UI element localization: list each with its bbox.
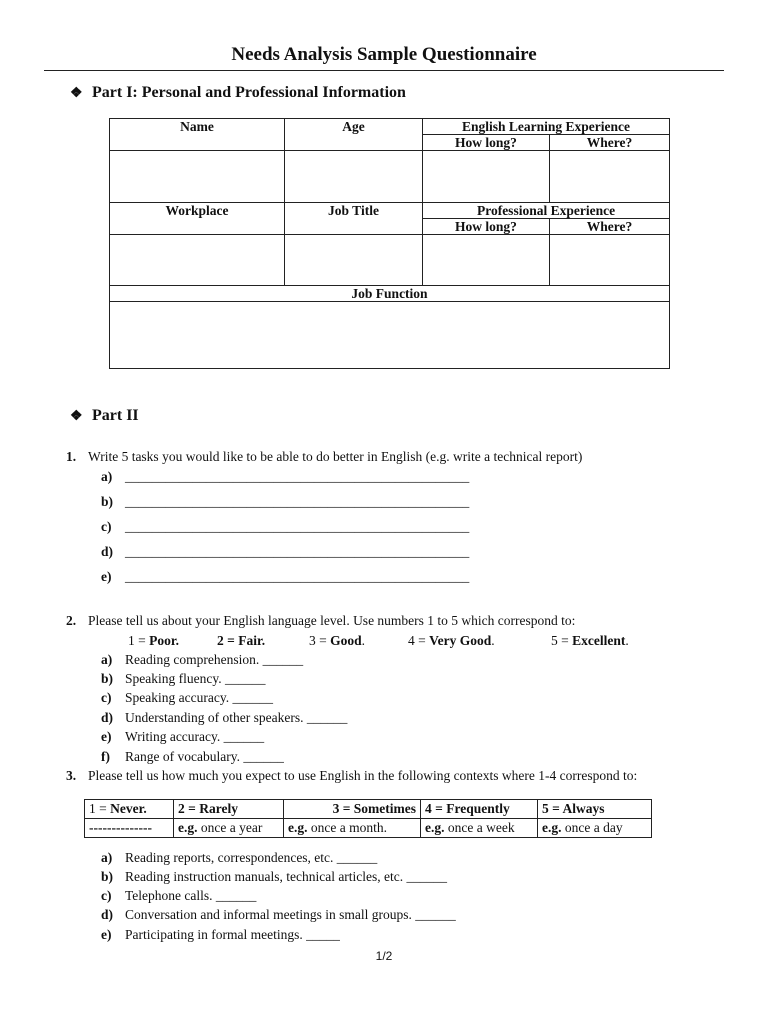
item-text: Reading instruction manuals, technical articles, etc. ______ xyxy=(125,869,448,884)
frequency-scale-table xyxy=(84,799,652,838)
part2-heading xyxy=(70,407,139,425)
item-text: Conversation and informal meetings in small groups. ______ xyxy=(125,907,456,922)
level-scale-3: 3 = Good. xyxy=(309,633,366,648)
task-line-c[interactable] xyxy=(101,519,469,535)
item-label: c) xyxy=(101,690,112,705)
age-header xyxy=(285,119,423,151)
level-item-d[interactable] xyxy=(101,710,347,726)
level-scale-1: 1 = Poor. xyxy=(128,633,179,648)
frequency-5-cell: 5 = Always xyxy=(538,800,652,819)
item-label: a) xyxy=(101,469,113,484)
item-label: b) xyxy=(101,494,114,509)
answer-blank[interactable]: ___________________________________________________ xyxy=(125,469,470,484)
example-1-cell: -------------- xyxy=(85,819,174,838)
task-line-d[interactable] xyxy=(101,544,469,560)
context-item-b[interactable] xyxy=(101,869,447,885)
item-label: c) xyxy=(101,888,112,903)
item-label: e) xyxy=(101,729,112,744)
page-number: 1/2 xyxy=(375,949,393,963)
item-label: c) xyxy=(101,519,112,534)
question-text: Please tell us about your English language level. Use numbers 1 to 5 which correspond to: xyxy=(88,613,576,628)
frequency-header-row xyxy=(85,800,652,819)
answer-blank[interactable]: ___________________________________________________ xyxy=(125,544,470,559)
frequency-2-cell: 2 = Rarely xyxy=(174,800,284,819)
prof-where-header: Where? xyxy=(550,219,670,235)
item-label: a) xyxy=(101,652,113,667)
item-text: Reading reports, correspondences, etc. ______ xyxy=(125,850,378,865)
frequency-1-cell: 1 = Never. xyxy=(85,800,174,819)
level-scale-5: 5 = Excellent. xyxy=(551,633,629,648)
item-label: a) xyxy=(101,850,113,865)
job-function-header: Job Function xyxy=(110,286,670,302)
item-text: Participating in formal meetings. _____ xyxy=(125,927,340,942)
level-item-c[interactable] xyxy=(101,690,273,706)
item-label: b) xyxy=(101,869,114,884)
question-text: Write 5 tasks you would like to be able to do better in English (e.g. write a technical report) xyxy=(88,449,583,464)
diamond-bullet-icon: ❖ xyxy=(70,409,83,424)
item-text: Speaking accuracy. ______ xyxy=(125,690,273,705)
question-number: 1. xyxy=(66,449,77,464)
level-item-f[interactable] xyxy=(101,749,284,765)
page-title: Needs Analysis Sample Questionnaire xyxy=(231,44,537,65)
question-number: 2. xyxy=(66,613,77,628)
workplace-input-cell[interactable] xyxy=(110,235,285,286)
workplace-label: Workplace xyxy=(165,203,229,218)
diamond-bullet-icon: ❖ xyxy=(70,86,83,101)
context-item-a[interactable] xyxy=(101,850,377,866)
example-2-cell: e.g. once a year xyxy=(174,819,284,838)
context-item-c[interactable] xyxy=(101,888,256,904)
item-text: Writing accuracy. ______ xyxy=(125,729,265,744)
context-item-e[interactable] xyxy=(101,927,340,943)
part1-heading xyxy=(70,84,406,102)
title-divider xyxy=(44,70,724,71)
question-3 xyxy=(66,768,637,784)
name-label: Name xyxy=(180,119,214,134)
question-number: 3. xyxy=(66,768,77,783)
frequency-example-row xyxy=(85,819,652,838)
frequency-4-cell: 4 = Frequently xyxy=(421,800,538,819)
answer-blank[interactable]: ___________________________________________________ xyxy=(125,569,470,584)
english-how-long-header: How long? xyxy=(423,135,550,151)
answer-blank[interactable]: ___________________________________________________ xyxy=(125,494,470,509)
example-3-cell: e.g. once a month. xyxy=(284,819,421,838)
name-input-cell[interactable] xyxy=(110,151,285,203)
age-label: Age xyxy=(342,119,365,134)
item-text: Telephone calls. ______ xyxy=(125,888,257,903)
workplace-header xyxy=(110,203,285,235)
item-text: Range of vocabulary. ______ xyxy=(125,749,284,764)
level-item-e[interactable] xyxy=(101,729,264,745)
job-title-input-cell[interactable] xyxy=(285,235,423,286)
item-text: Reading comprehension. ______ xyxy=(125,652,304,667)
item-label: d) xyxy=(101,907,114,922)
question-2 xyxy=(66,613,575,629)
frequency-3-cell: 3 = Sometimes xyxy=(284,800,421,819)
item-label: d) xyxy=(101,710,114,725)
example-5-cell: e.g. once a day xyxy=(538,819,652,838)
item-label: e) xyxy=(101,927,112,942)
item-label: b) xyxy=(101,671,114,686)
prof-how-long-header: How long? xyxy=(423,219,550,235)
personal-info-table xyxy=(109,118,670,369)
level-item-b[interactable] xyxy=(101,671,265,687)
job-function-input-cell[interactable] xyxy=(110,302,670,369)
context-item-d[interactable] xyxy=(101,907,456,923)
level-scale-2: 2 = Fair. xyxy=(217,633,266,648)
english-exp-header: English Learning Experience xyxy=(423,119,670,135)
level-scale-4: 4 = Very Good. xyxy=(408,633,495,648)
prof-exp-header: Professional Experience xyxy=(423,203,670,219)
prof-how-long-input-cell[interactable] xyxy=(423,235,550,286)
age-input-cell[interactable] xyxy=(285,151,423,203)
job-title-header xyxy=(285,203,423,235)
example-4-cell: e.g. once a week xyxy=(421,819,538,838)
english-how-long-input-cell[interactable] xyxy=(423,151,550,203)
item-label: e) xyxy=(101,569,112,584)
task-line-a[interactable] xyxy=(101,469,469,485)
question-text: Please tell us how much you expect to use English in the following contexts where 1-4 correspond to: xyxy=(88,768,638,783)
prof-where-input-cell[interactable] xyxy=(550,235,670,286)
answer-blank[interactable]: ___________________________________________________ xyxy=(125,519,470,534)
question-1 xyxy=(66,449,582,465)
item-label: d) xyxy=(101,544,114,559)
item-text: Understanding of other speakers. ______ xyxy=(125,710,348,725)
task-line-b[interactable] xyxy=(101,494,469,510)
item-text: Speaking fluency. ______ xyxy=(125,671,266,686)
english-where-input-cell[interactable] xyxy=(550,151,670,203)
level-item-a[interactable] xyxy=(101,652,303,668)
part1-heading-text: Part I: Personal and Professional Information xyxy=(92,84,406,101)
item-label: f) xyxy=(101,749,110,764)
task-line-e[interactable] xyxy=(101,569,469,585)
part2-heading-text: Part II xyxy=(92,407,139,424)
job-title-label: Job Title xyxy=(328,203,379,218)
english-where-header: Where? xyxy=(550,135,670,151)
name-header xyxy=(110,119,285,151)
